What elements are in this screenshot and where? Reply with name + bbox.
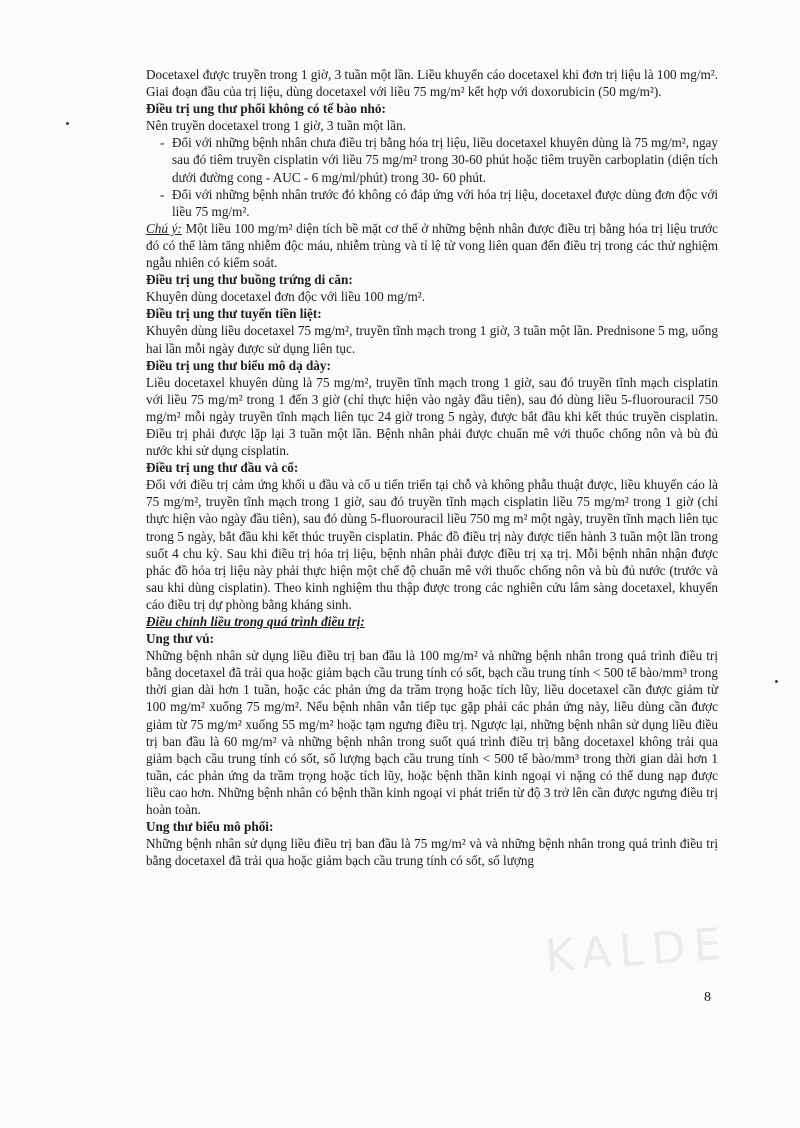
heading-lung-carcinoma: Ung thư biểu mô phổi: [146, 819, 274, 835]
ovarian-text: Khuyên dùng docetaxel đơn độc với liều 100 mg/m². [146, 289, 426, 305]
page-number: 8 [704, 990, 711, 1005]
intro-paragraph: Docetaxel được truyền trong 1 giờ, 3 tuần một lần. Liều khuyến cáo docetaxel khi đơn trị liệu là 100 mg/m². Giai đoạn đầu của trị liệu, dùng docetaxel với liều 75 mg/m² kết hợp với doxorubicin (50 mg/m²). [146, 67, 718, 100]
note-paragraph [146, 220, 718, 271]
head-neck-text: Đối với điều trị cảm ứng khối u đầu và cổ u tiến triển tại chỗ và không phẫu thuật được, liều khuyến cáo là 75 mg/m², truyền tĩnh mạch trong 1 giờ, sau đó truyền tĩnh mạch cisplatin liều 75 mg/m² trong 1 giờ (chỉ thực hiện vào ngày đầu tiên), sau đó dùng 5-fluorouracil liều 750 mg m² một ngày, truyền tĩnh mạch liên tục trong 5 ngày, bắt đầu khi kết thúc truyền cisplatin. Phác đồ điều trị này được tiến hành 3 tuần một lần trong suốt 4 chu kỳ. Sau khi điều trị hóa trị liệu, bệnh nhân phải được điều trị xạ trị. Mỗi bệnh nhân nhận được phác đồ hóa trị liệu này phải thực hiện một chế độ chuẩn mê với thuốc chống nôn và bù đủ nước (trước và sau khi dùng cisplatin). Theo kinh nghiệm thu thập được trong các nghiên cứu lâm sàng docetaxel, khuyến cáo điều trị dự phòng bằng kháng sinh. [146, 477, 718, 612]
heading-gastric: Điều trị ung thư biểu mô dạ dày: [146, 357, 331, 373]
gastric-text: Liều docetaxel khuyên dùng là 75 mg/m², truyền tĩnh mạch trong 1 giờ, sau đó truyền tĩnh mạch cisplatin với liều 75 mg/m² trong 1 đến 3 giờ (chỉ thực hiện vào ngày đầu tiên), sau đó dùng liều 5-fluorouracil 750 mg/m² mỗi ngày truyền tĩnh mạch liên tục 24 giờ trong 5 ngày, được bắt đầu khi kết thúc truyền cisplatin. Điều trị phải được lặp lại 3 tuần một lần. Bệnh nhân phải được chuẩn mê với thuốc chống nôn và bù đủ nước khi sử dụng cisplatin. [146, 374, 718, 459]
prostate-text: Khuyên dùng liều docetaxel 75 mg/m², truyền tĩnh mạch trong 1 giờ, 3 tuần một lần. Prednisone 5 mg, uống hai lần mỗi ngày được sử dụng liên tục. [146, 323, 718, 356]
heading-ovarian: Điều trị ung thư buồng trứng di căn: [146, 272, 353, 288]
lung-intro: Nên truyền docetaxel trong 1 giờ, 3 tuần một lần. [146, 118, 407, 134]
lung-carcinoma-text: Những bệnh nhân sử dụng liều điều trị ban đầu là 75 mg/m² và và những bệnh nhân trong quá trình điều trị bằng docetaxel đã trải qua hoặc giảm bạch cầu trung tính có sốt, số lượng [146, 836, 718, 869]
heading-head-neck: Điều trị ung thư đầu và cổ: [146, 460, 299, 476]
heading-dose-adjustment: Điều chỉnh liều trong quá trình điều trị: [146, 614, 365, 629]
note-text: Một liều 100 mg/m² diện tích bề mặt cơ thể ở những bệnh nhân được điều trị bằng hóa trị liệu trước đó có thể làm tăng nhiễm độc máu, nhiễm trùng và tỉ lệ tử vong liên quan đến điều trị trong các thử nghiệm ngẫu nhiên có kiểm soát. [146, 220, 718, 271]
heading-breast: Ung thư vú: [146, 631, 215, 647]
lung-bullet-1: - Đối với những bệnh nhân chưa điều trị bằng hóa trị liệu, liều docetaxel khuyên dùng là 75 mg/m², ngay sau đó tiêm truyền cisplatin với liều 75 mg/m² trong 30-60 phút hoặc tiêm truyền carboplatin (diện tích dưới đường cong - AUC - 6 mg/ml/phút) trong 30- 60 phút. [146, 134, 718, 185]
scan-speck [66, 122, 69, 125]
heading-prostate: Điều trị ung thư tuyến tiền liệt: [146, 306, 322, 322]
lung-bullet-2: - Đối với những bệnh nhân trước đó không có đáp ứng với hóa trị liệu, docetaxel được dùng đơn độc với liều 75 mg/m². [146, 186, 718, 220]
breast-text: Những bệnh nhân sử dụng liều điều trị ban đầu là 100 mg/m² và những bệnh nhân trong quá trình điều trị bằng docetaxel đã trải qua hoặc giảm bạch cầu trung tính có sốt, bạch cầu trung tính < 500 tế bào/mm³ trong thời gian dài hơn 1 tuần, hoặc các phản ứng da trầm trọng hoặc tích lũy, liều docetaxel cần được giảm từ 100 mg/m² xuống 75 mg/m². Nếu bệnh nhân vẫn tiếp tục gặp phải các phản ứng này, liều dùng cần được giảm từ 75 mg/m² xuống 55 mg/m² hoặc tạm ngưng điều trị. Ngược lại, những bệnh nhân sử dụng liều điều trị ban đầu là 60 mg/m² và những bệnh nhân trong suốt quá trình điều trị bằng docetaxel không trải qua giảm bạch cầu trung tính có sốt, số lượng bạch cầu trung tính < 500 tế bào/mm³ trong thời gian dài hơn 1 tuần, các phản ứng da trầm trọng hoặc tích lũy, hoặc bệnh thần kinh ngoại vi nặng có thể dung nạp được liều cao hơn. Những bệnh nhân có bệnh thần kinh ngoại vi phát triển từ độ 3 trở lên cần được ngưng điều trị hoàn toàn. [146, 648, 718, 818]
stamp-watermark: KALDE [543, 918, 731, 983]
heading-nsclc-treatment: Điều trị ung thư phổi không có tế bào nhỏ: [146, 101, 386, 117]
document-body [146, 66, 718, 869]
note-label: Chú ý: [146, 220, 182, 236]
scan-speck [775, 680, 778, 683]
